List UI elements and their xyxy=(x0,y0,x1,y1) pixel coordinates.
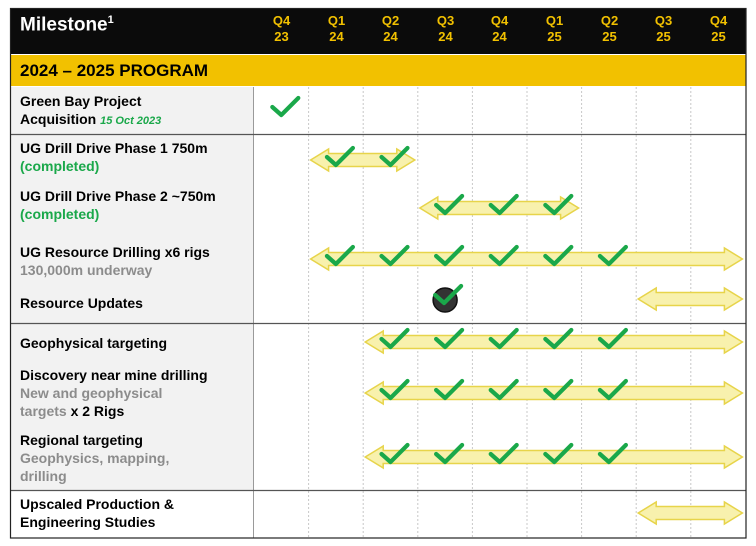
header-title: Milestone$^1$ xyxy=(20,14,114,36)
timeline-arrow xyxy=(311,248,743,270)
quarter-label: Q4 25 xyxy=(709,13,728,44)
check-mark xyxy=(272,98,298,115)
quarter-label: Q3 25 xyxy=(654,13,673,44)
row-label-green-bay: Green Bay Project Acquisition 15 Oct 2023 xyxy=(20,93,162,127)
timeline-arrow xyxy=(638,288,742,310)
row-label-discovery-drilling: Discovery near mine drilling New and geophysical targets x 2 Rigs xyxy=(20,367,208,419)
quarter-label: Q4 23 xyxy=(272,13,291,44)
timeline-arrow xyxy=(365,382,742,404)
row-label-resource-updates: Resource Updates xyxy=(20,295,143,311)
timeline-arrow xyxy=(638,502,742,524)
timeline-arrow xyxy=(311,149,415,171)
row-label-ug-resource-drilling: UG Resource Drilling x6 rigs 130,000m underway xyxy=(20,244,210,278)
quarter-label: Q2 25 xyxy=(600,13,619,44)
program-title: 2024 – 2025 PROGRAM xyxy=(20,61,209,80)
timeline-arrow xyxy=(365,331,742,353)
row-label-ug-drill-phase2: UG Drill Drive Phase 2 ~750m (completed) xyxy=(20,188,216,222)
quarter-label: Q4 24 xyxy=(490,13,509,44)
quarter-label: Q1 25 xyxy=(545,13,564,44)
row-label-upscaled-production: Upscaled Production & Engineering Studies xyxy=(20,496,175,530)
timeline-arrow xyxy=(420,197,579,219)
acquisition-date: 15 Oct 2023 xyxy=(100,115,162,127)
quarter-label: Q3 24 xyxy=(436,13,455,44)
quarter-label: Q2 24 xyxy=(381,13,400,44)
quarter-label: Q1 24 xyxy=(327,13,346,44)
row-label-regional-targeting: Regional targeting Geophysics, mapping, drilling xyxy=(20,432,170,484)
row-label-geophysical-targeting: Geophysical targeting xyxy=(20,335,168,351)
timeline-arrow xyxy=(365,446,742,468)
row-label-ug-drill-phase1: UG Drill Drive Phase 1 750m (completed) xyxy=(20,140,208,174)
